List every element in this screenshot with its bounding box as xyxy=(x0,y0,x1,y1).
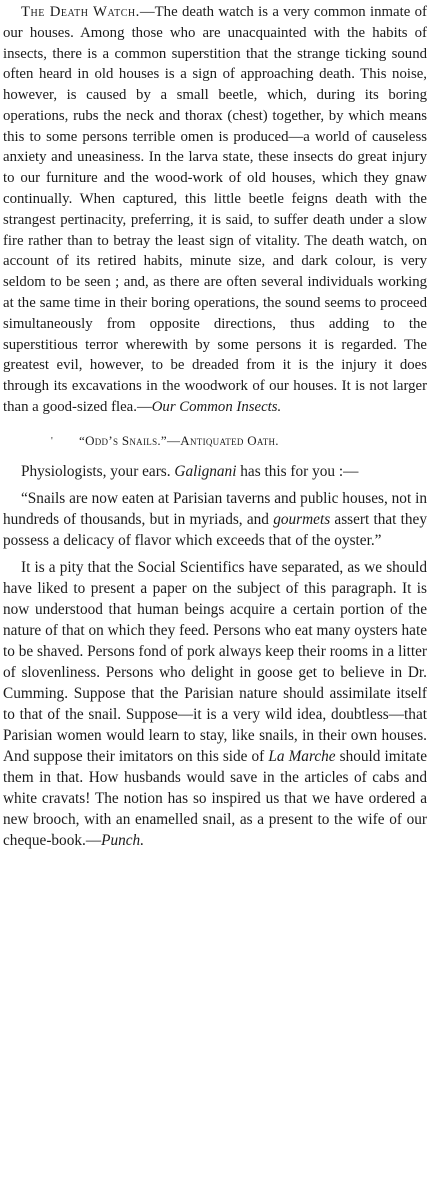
text-column xyxy=(3,2,427,851)
article-title: The Death Watch. xyxy=(21,4,140,20)
intro-text-before: Physiologists, your ears. xyxy=(21,462,175,480)
article-source: Our Common Insects. xyxy=(151,398,282,415)
body-text-after: should imitate them in that. How husbands would save in the articles of cabs and white cravats! The notion has so inspired us that we have ordered a new brooch, with an enamelled snail, as a present to the wife of our cheque-book.— xyxy=(3,747,427,849)
article-death-watch xyxy=(3,2,427,418)
body-italic: La Marche xyxy=(268,747,336,765)
article-snails-heading xyxy=(3,432,427,451)
body-text-before: It is a pity that the Social Scientifics have separated, as we should have liked to present a paper on the subject of this paragraph. It is now understood that human beings acquire a certain portion of the nature of that on which they feed. Persons who eat many oysters hate to be shaved. Persons fond of pork always keep their rooms in a litter of slovenliness. Persons who delight in goose get to believe in Dr. Cumming. Suppose that the Parisian nature should assimilate itself to that of the snail. Suppose—it is a very wild idea, doubtless—that Parisian women would learn to stay, like snails, in their own houses. And suppose their imitators on this side of xyxy=(3,558,427,765)
intro-source: Galignani xyxy=(174,462,237,480)
article-snails xyxy=(3,461,427,851)
intro-text-after: has this for you :— xyxy=(236,462,359,480)
article-snails-quote xyxy=(3,488,427,551)
article-snails-body xyxy=(3,557,427,851)
quote-text-before: “Snails are now eaten at Parisian taverns and public houses, not in hundreds of thousands, but in myriads, and xyxy=(3,489,427,528)
heading-mark: ' xyxy=(51,435,54,447)
quote-text-after: assert that they possess a delicacy of flavor which exceeds that of the oyster.” xyxy=(3,510,427,549)
article-body: —The death watch is a very common inmate of our houses. Among those who are unacquainted with the habits of insects, there is a common superstition that the strange ticking sound often heard in old houses is a sign of approaching death. This noise, however, is caused by a small beetle, which, during its boring operations, rubs the neck and thorax (chest) together, by which means this to some persons terrible omen is produced—a world of causeless anxiety and uneasiness. In the larva state, these insects do great injury to our furniture and the wood-work of old houses, which they gnaw continually. When captured, this little beetle feigns death with the strangest pertinacity, preferring, it is said, to suffer death under a slow fire rather than to betray the least sign of vitality. The death watch, on account of its retired habits, minute size, and dark colour, is very seldom to be seen ; and, as there are often several individuals working at the same time in their boring operations, the sound seems to proceed simultaneously from opposite directions, thus adding to the superstitious terror wherewith by some persons it is regarded. The greatest evil, however, to be dreaded from it is the injury it does through its excavations in the woodwork of our houses. It is not larger than a good-sized flea.— xyxy=(3,4,427,415)
heading-text: “Odd’s Snails.”—Antiquated Oath. xyxy=(79,432,279,448)
article-source: Punch. xyxy=(101,831,145,849)
article-death-watch-paragraph xyxy=(3,2,427,418)
article-snails-intro xyxy=(3,461,427,482)
quote-italic: gourmets xyxy=(273,510,331,528)
